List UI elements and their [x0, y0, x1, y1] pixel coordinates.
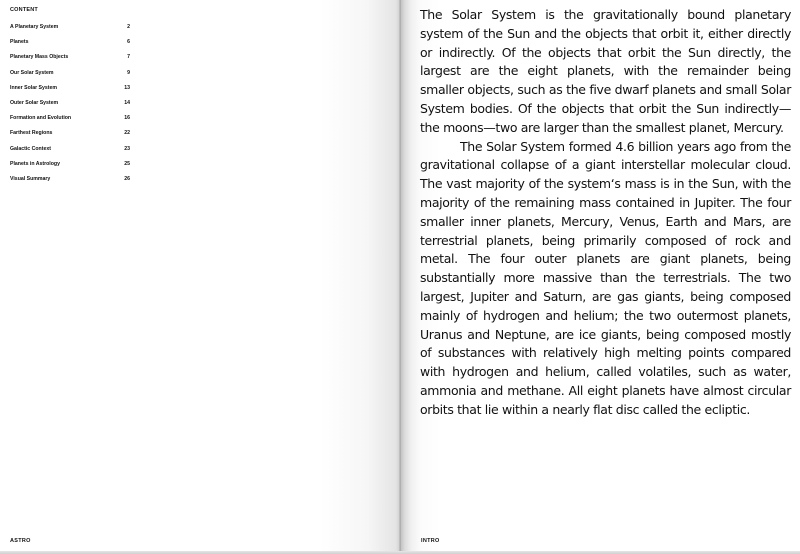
intro-paragraph-2: The Solar System formed 4.6 billion years ago from the gravitational collapse of a giant interstellar molecular cloud. The vast majority of the system‘s mass is in the Sun, with the majority of the remaining mass contained in Jupiter. The four smaller inner planets, Mercury, Venus, Earth and Mars, are terrestrial planets, being primarily composed of rock and metal. The four outer planets are giant planets, being substantially more massive than the terrestrials. The two largest, Jupiter and Saturn, are gas giants, being composed mainly of hydrogen and helium; the two outermost planets, Uranus and Neptune, are ice giants, being composed mostly of substances with relatively high melting points compared with hydrogen and helium, called volatiles, such as water, ammonia and methane. All eight planets have almost circular orbits that lie within a nearly flat disc called the ecliptic.	[420, 138, 791, 417]
toc-item-page-number: 23	[124, 145, 130, 152]
toc-item-label: Inner Solar System	[10, 84, 57, 91]
toc-item-label: Farthest Regions	[10, 130, 53, 137]
toc-item-label: Our Solar System	[10, 69, 54, 76]
toc-item-page-number: 22	[124, 130, 130, 137]
toc-item[interactable]	[10, 100, 130, 115]
toc-item-label: Planets in Astrology	[10, 160, 60, 167]
right-page-footer: INTRO	[421, 538, 440, 544]
toc-item[interactable]	[10, 24, 130, 39]
toc-item-label: Galactic Context	[10, 145, 51, 152]
toc-item-page-number: 25	[124, 160, 130, 167]
toc-item[interactable]	[10, 39, 130, 54]
toc-item-page-number: 26	[124, 175, 130, 182]
toc-title: CONTENT	[10, 7, 38, 13]
toc-item-page-number: 13	[124, 84, 130, 91]
toc-item[interactable]	[10, 146, 130, 161]
toc-item[interactable]	[10, 70, 130, 85]
toc-item[interactable]	[10, 54, 130, 69]
toc-item-page-number: 6	[127, 39, 130, 46]
toc-item-label: Formation and Evolution	[10, 115, 72, 122]
toc-item-label: Planetary Mass Objects	[10, 54, 69, 61]
toc-item-page-number: 2	[127, 24, 130, 30]
toc-item[interactable]	[10, 130, 130, 145]
toc-item-page-number: 9	[127, 69, 130, 76]
toc-item-label: Visual Summary	[10, 175, 51, 182]
toc-item[interactable]	[10, 161, 130, 176]
toc-item[interactable]	[10, 176, 130, 191]
toc-item-label: Outer Solar System	[10, 99, 59, 106]
left-page-footer: ASTRO	[10, 538, 31, 544]
table-of-contents	[10, 24, 130, 191]
toc-item-page-number: 14	[124, 99, 130, 106]
toc-item[interactable]	[10, 85, 130, 100]
toc-item[interactable]	[10, 115, 130, 130]
toc-item-label: A Planetary System	[10, 24, 59, 30]
toc-item-page-number: 7	[127, 54, 130, 61]
book-gutter	[399, 0, 401, 554]
intro-body-text	[420, 6, 791, 420]
toc-item-page-number: 16	[124, 115, 130, 122]
toc-item-label: Planets	[10, 39, 29, 46]
intro-paragraph-1: The Solar System is the gravitationally bound planetary system of the Sun and the objects that orbit it, either directly or indirectly. Of the objects that orbit the Sun directly, the largest are the eight planets, with the remainder being smaller objects, such as the five dwarf planets and small Solar System bodies. Of the objects that orbit the Sun indirectly—the moons—two are larger than the smallest planet, Mercury.	[420, 7, 791, 135]
